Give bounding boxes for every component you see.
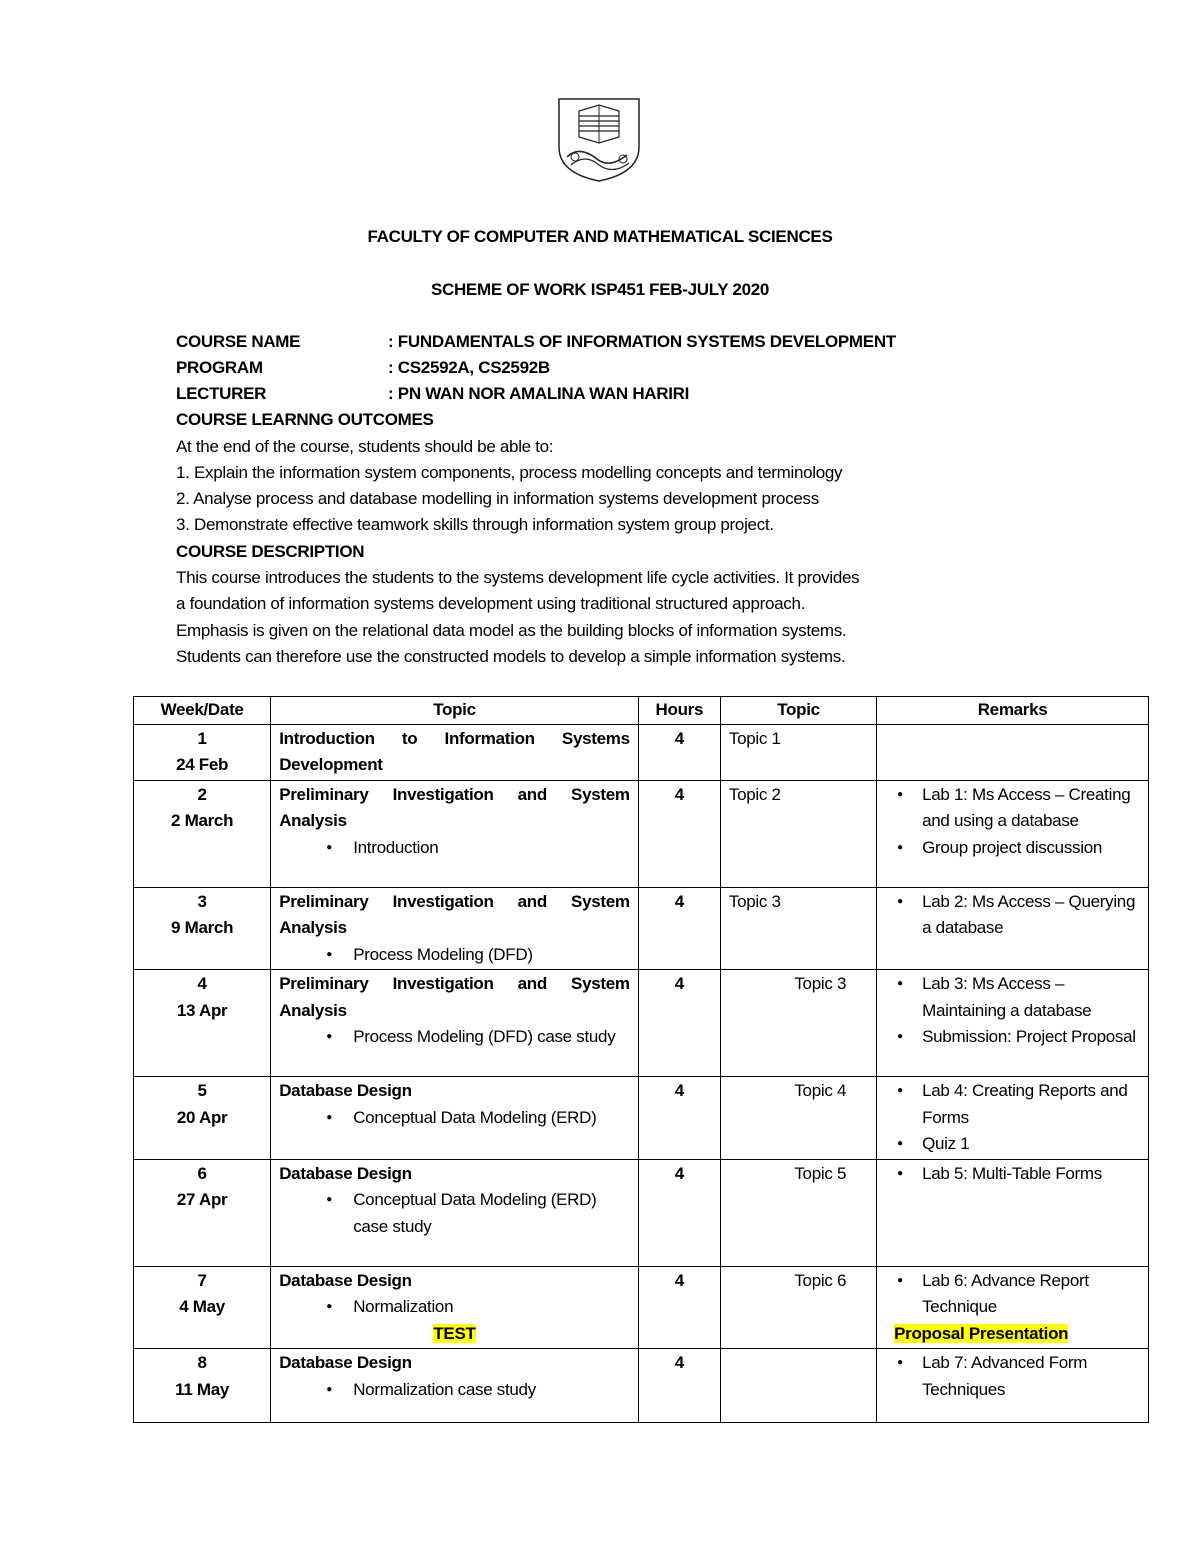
- remarks-cell: [877, 1159, 1149, 1266]
- week-cell: [134, 887, 271, 970]
- week-number: 1: [197, 728, 207, 748]
- remark-item: ● Lab 2: Ms Access – Querying a database: [922, 889, 1140, 942]
- topic-cell: [271, 1077, 639, 1160]
- remark-item: ● Lab 3: Ms Access – Maintaining a database: [922, 971, 1140, 1024]
- outcome-item: 3. Demonstrate effective teamwork skills through information system group project.: [176, 515, 774, 534]
- subtopic-item: ● Process Modeling (DFD) case study: [353, 1024, 630, 1051]
- week-number: 3: [197, 891, 207, 911]
- week-date: 27 Apr: [176, 1190, 228, 1209]
- header-week-date: Week/Date: [134, 697, 271, 725]
- remarks-cell: [877, 724, 1149, 780]
- schedule-table: [133, 696, 1149, 1423]
- week-date: 24 Feb: [176, 755, 229, 774]
- remark-item: ● Lab 5: Multi-Table Forms: [922, 1161, 1140, 1188]
- description-line: a foundation of information systems development using traditional structured approach.: [176, 594, 806, 613]
- remarks-list: [885, 1350, 1140, 1403]
- subtopic-item: ● Normalization case study: [353, 1377, 630, 1404]
- week-cell: [134, 780, 271, 887]
- test-marker: [279, 1321, 630, 1348]
- header-topic-number: Topic: [720, 697, 876, 725]
- topic-title: Database Design: [279, 1353, 412, 1372]
- proposal-presentation-note: [885, 1321, 1140, 1348]
- week-date: 20 Apr: [176, 1107, 228, 1127]
- remarks-cell: [877, 780, 1149, 887]
- topic-title: Preliminary Investigation and System Analysis: [279, 974, 630, 1020]
- hours-cell: 4: [638, 1349, 720, 1423]
- hours-cell: 4: [638, 780, 720, 887]
- outcome-item: 2. Analyse process and database modelling in information systems development process: [176, 489, 819, 508]
- highlight-label: Proposal Presentation: [894, 1323, 1069, 1343]
- remarks-cell: [877, 887, 1149, 970]
- topic-title: Introduction to Information Systems Development: [279, 728, 630, 774]
- topic-title: Preliminary Investigation and System Analysis: [279, 784, 630, 830]
- week-date: 2 March: [171, 811, 234, 830]
- topic-title: Database Design: [279, 1081, 412, 1100]
- remarks-cell: [877, 970, 1149, 1077]
- university-crest-logo: [557, 97, 641, 183]
- course-name-row: [176, 332, 896, 352]
- remarks-list: [885, 1161, 1140, 1188]
- subtopic-list: [279, 1294, 630, 1321]
- remarks-list: [885, 889, 1140, 942]
- week-date: 11 May: [175, 1379, 230, 1399]
- table-header-row: [134, 697, 1149, 725]
- outcome-item: 1. Explain the information system components, process modelling concepts and terminology: [176, 463, 843, 482]
- week-number: 2: [197, 784, 207, 804]
- remark-item: ● Submission: Project Proposal: [922, 1024, 1140, 1051]
- test-label: TEST: [433, 1323, 476, 1343]
- table-row: [134, 1077, 1149, 1160]
- subtopic-list: [279, 1105, 630, 1132]
- subtopic-list: [279, 1024, 630, 1051]
- topic-number-cell: Topic 3: [720, 970, 876, 1077]
- week-number: 6: [197, 1163, 207, 1183]
- hours-cell: 4: [638, 887, 720, 970]
- schedule-body: [134, 724, 1149, 1423]
- table-row: [134, 970, 1149, 1077]
- lecturer-row: [176, 384, 689, 404]
- hours-cell: 4: [638, 1077, 720, 1160]
- remarks-cell: [877, 1349, 1149, 1423]
- program-row: [176, 358, 550, 378]
- remark-item: ● Group project discussion: [922, 835, 1140, 862]
- week-number: 5: [197, 1081, 207, 1100]
- topic-number-cell: Topic 2: [720, 780, 876, 887]
- subtopic-item: ● Conceptual Data Modeling (ERD) case study: [353, 1187, 630, 1240]
- subtopic-item: ● Conceptual Data Modeling (ERD): [353, 1105, 630, 1132]
- lecturer-label: LECTURER: [176, 384, 267, 403]
- faculty-title: FACULTY OF COMPUTER AND MATHEMATICAL SCIENCES: [367, 227, 833, 246]
- topic-cell: [271, 970, 639, 1077]
- week-cell: [134, 970, 271, 1077]
- outcomes-heading: COURSE LEARNNG OUTCOMES: [176, 410, 434, 429]
- subtopic-item: ● Normalization: [353, 1294, 630, 1321]
- table-row: [134, 1159, 1149, 1266]
- remark-item: ● Quiz 1: [922, 1131, 1140, 1158]
- description-line: Emphasis is given on the relational data model as the building blocks of information systems.: [176, 621, 847, 640]
- topic-number-cell: Topic 5: [720, 1159, 876, 1266]
- topic-cell: [271, 1159, 639, 1266]
- topic-number-cell: [720, 1349, 876, 1423]
- header-hours: Hours: [638, 697, 720, 725]
- program-label: PROGRAM: [176, 358, 263, 377]
- week-number: 8: [197, 1353, 207, 1372]
- topic-cell: [271, 887, 639, 970]
- topic-number-cell: Topic 6: [720, 1266, 876, 1349]
- table-row: [134, 1349, 1149, 1423]
- description-line: This course introduces the students to the systems development life cycle activities. It provides: [176, 568, 860, 587]
- remarks-cell: [877, 1266, 1149, 1349]
- remarks-list: [885, 782, 1140, 862]
- remark-item: ● Lab 1: Ms Access – Creating and using a database: [922, 782, 1140, 835]
- week-cell: [134, 1266, 271, 1349]
- topic-title: Preliminary Investigation and System Analysis: [279, 891, 630, 937]
- subtopic-list: [279, 1377, 630, 1404]
- table-row: [134, 887, 1149, 970]
- subtopic-list: [279, 942, 630, 969]
- remark-item: ● Lab 7: Advanced Form Techniques: [922, 1350, 1140, 1403]
- topic-number-cell: Topic 1: [720, 724, 876, 780]
- topic-title: Database Design: [279, 1270, 412, 1290]
- week-date: 4 May: [179, 1297, 225, 1316]
- remarks-list: [885, 971, 1140, 1051]
- topic-cell: [271, 724, 639, 780]
- scheme-title: SCHEME OF WORK ISP451 FEB-JULY 2020: [430, 280, 770, 299]
- header-remarks: Remarks: [877, 697, 1149, 725]
- lecturer-value: : PN WAN NOR AMALINA WAN HARIRI: [388, 384, 690, 403]
- subtopic-item: ● Introduction: [353, 835, 630, 862]
- remarks-list: [885, 1268, 1140, 1321]
- topic-number-cell: Topic 4: [720, 1077, 876, 1160]
- description-line: Students can therefore use the constructed models to develop a simple information systems.: [176, 647, 846, 666]
- outcomes-intro: At the end of the course, students should be able to:: [176, 437, 554, 456]
- week-date: 9 March: [171, 918, 234, 937]
- hours-cell: 4: [638, 1266, 720, 1349]
- topic-title: Database Design: [279, 1163, 412, 1183]
- week-cell: [134, 1077, 271, 1160]
- hours-cell: 4: [638, 970, 720, 1077]
- week-cell: [134, 724, 271, 780]
- hours-cell: 4: [638, 1159, 720, 1266]
- hours-cell: 4: [638, 724, 720, 780]
- week-cell: [134, 1349, 271, 1423]
- subtopic-item: ● Process Modeling (DFD): [353, 942, 630, 969]
- subtopic-list: [279, 835, 630, 862]
- header-topic: Topic: [271, 697, 639, 725]
- table-row: [134, 780, 1149, 887]
- table-row: [134, 1266, 1149, 1349]
- week-number: 4: [197, 974, 207, 993]
- course-name-value: : FUNDAMENTALS OF INFORMATION SYSTEMS DEVELOPMENT: [388, 332, 896, 351]
- subtopic-list: [279, 1187, 630, 1240]
- remark-item: ● Lab 6: Advance Report Technique: [922, 1268, 1140, 1321]
- topic-number-cell: Topic 3: [720, 887, 876, 970]
- topic-cell: [271, 1349, 639, 1423]
- description-heading: COURSE DESCRIPTION: [176, 542, 365, 561]
- program-value: : CS2592A, CS2592B: [388, 358, 550, 377]
- week-number: 7: [197, 1270, 207, 1290]
- remark-item: ● Lab 4: Creating Reports and Forms: [922, 1078, 1140, 1131]
- topic-cell: [271, 780, 639, 887]
- course-name-label: COURSE NAME: [176, 332, 301, 351]
- topic-cell: [271, 1266, 639, 1349]
- week-cell: [134, 1159, 271, 1266]
- table-row: [134, 724, 1149, 780]
- week-date: 13 Apr: [176, 1000, 228, 1020]
- remarks-list: [885, 1078, 1140, 1158]
- remarks-cell: [877, 1077, 1149, 1160]
